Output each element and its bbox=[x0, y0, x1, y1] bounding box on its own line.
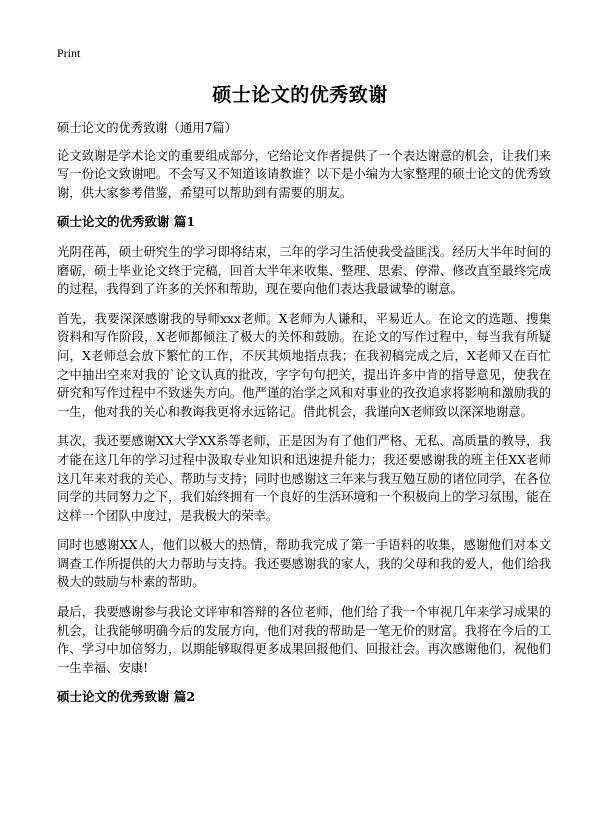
body-paragraph: 其次，我还要感谢XX大学XX系等老师，正是因为有了他们严格、无私、高质量的教导，我才能在这几年的学习过程中汲取专业知识和迅速提升能力；我还要感谢我的班主任XX老师这几年来对我的关心、帮助与支持；同时也感谢这三年来与我互勉互励的诸位同学，在各位同学的共同努力之下，我们始终拥有一个良好的生活环境和一个积极向上的学习氛围，能在这样一个团队中度过，是我极大的荣幸。 bbox=[57, 434, 551, 523]
section-2 bbox=[57, 688, 551, 707]
body-paragraph: 首先，我要深深感谢我的导师xxx老师。X老师为人谦和，平易近人。在论文的选题、搜集资料和写作阶段，X老师都倾注了极大的关怀和鼓励。在论文的写作过程中，每当我有所疑问，X老师总会放下繁忙的工作，不厌其烦地指点我；在我初稿完成之后，X老师又在百忙之中抽出空来对我的`论文认真的批改，字字句句把关，提出许多中肯的指导意见，使我在研究和写作过程中不致迷失方向。他严谨的治学之风和对事业的孜孜追求将影响和激励我的一生，他对我的关心和教诲我更将永远铭记。借此机会，我谨向X老师致以深深地谢意。 bbox=[57, 311, 551, 419]
page-title: 硕士论文的优秀致谢 bbox=[212, 84, 388, 106]
body-paragraph: 最后，我要感谢参与我论文评审和答辩的各位老师，他们给了我一个审视几年来学习成果的机会，让我能够明确今后的发展方向，他们对我的帮助是一笔无价的财富。我将在今后的工作、学习中加倍努力，以期能够取得更多成果回报他们、回报社会。再次感谢他们，祝他们一生幸福、安康! bbox=[57, 605, 551, 675]
body-paragraph: 同时也感谢XX人，他们以极大的热情，帮助我完成了第一手语料的收集，感谢他们对本文调查工作所提供的大力帮助与支持。我还要感谢我的家人，我的父母和我的爱人，他们给我极大的鼓励与朴素的帮助。 bbox=[57, 538, 551, 590]
intro-paragraph: 论文致谢是学术论文的重要组成部分，它给论文作者提供了一个表达谢意的机会，让我们来写一份论文致谢吧。不会写又不知道该请教谁？以下是小编为大家整理的硕士论文的优秀致谢，供大家参考借鉴，希望可以帮助到有需要的朋友。 bbox=[57, 148, 551, 200]
section-heading: 硕士论文的优秀致谢 篇2 bbox=[57, 689, 196, 705]
section-heading: 硕士论文的优秀致谢 篇1 bbox=[57, 214, 196, 230]
article-subtitle: 硕士论文的优秀致谢（通用7篇） bbox=[57, 121, 237, 135]
body-paragraph: 光阴荏苒，硕士研究生的学习即将结束，三年的学习生活使我受益匪浅。经历大半年时间的磨砺，硕士毕业论文终于完稿，回首大半年来收集、整理、思索、停滞、修改直至最终完成的过程，我得到了许多的关怀和帮助，现在要向他们表达我最诚挚的谢意。 bbox=[57, 244, 551, 297]
article-body bbox=[57, 119, 551, 718]
print-link[interactable]: Print bbox=[57, 46, 81, 60]
section-1 bbox=[57, 213, 551, 677]
